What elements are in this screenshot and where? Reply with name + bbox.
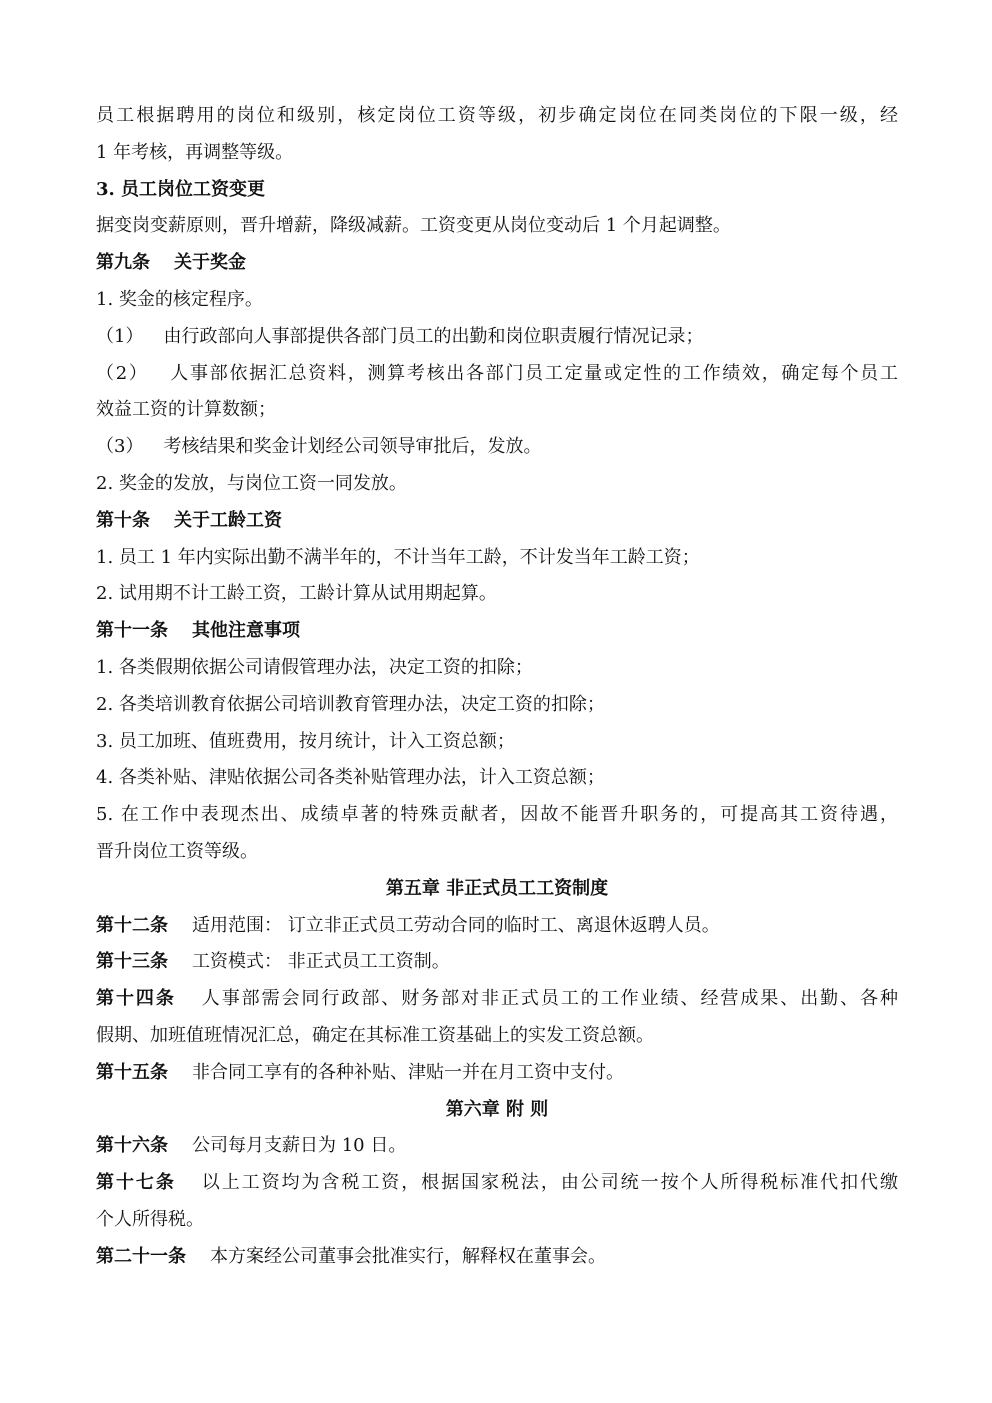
item-number: （1） xyxy=(96,325,144,347)
article-number: 第十四条 xyxy=(96,988,176,1010)
chapter-title: 第六章 附 则 xyxy=(445,1098,549,1120)
article-line xyxy=(96,1055,898,1092)
article-number: 第十七条 xyxy=(96,1172,176,1194)
article-title: 关于工龄工资 xyxy=(174,509,282,531)
article-heading xyxy=(96,613,898,650)
list-item xyxy=(96,356,898,393)
paragraph-line: 1. 奖金的核定程序。 xyxy=(96,288,263,310)
article-text: 适用范围： 订立非正式员工劳动合同的临时工、离退休返聘人员。 xyxy=(192,914,720,936)
paragraph-line: 2. 奖金的发放，与岗位工资一同发放。 xyxy=(96,472,407,494)
list-item xyxy=(96,319,898,356)
paragraph-line: 2. 各类培训教育依据公司培训教育管理办法，决定工资的扣除； xyxy=(96,693,605,715)
article-number: 第二十一条 xyxy=(96,1245,186,1267)
article-text: 公司每月支薪日为 10 日。 xyxy=(192,1135,407,1157)
article-line xyxy=(96,1239,898,1276)
item-text: 考核结果和奖金计划经公司领导审批后，发放。 xyxy=(163,436,542,458)
article-text: 本方案经公司董事会批准实行，解释权在董事会。 xyxy=(210,1245,606,1267)
article-line xyxy=(96,1165,898,1202)
article-number: 第十五条 xyxy=(96,1061,168,1083)
article-text: 工资模式： 非正式员工工资制。 xyxy=(192,951,450,973)
article-heading xyxy=(96,503,898,540)
paragraph-line: 1. 各类假期依据公司请假管理办法，决定工资的扣除； xyxy=(96,656,533,678)
item-text: 人事部依据汇总资料，测算考核出各部门员工定量或定性的工作绩效，确定每个员工 xyxy=(168,362,898,384)
article-number: 第九条 xyxy=(96,252,150,274)
article-number: 第十条 xyxy=(96,509,150,531)
paragraph-line: 据变岗变薪原则，晋升增薪，降级减薪。工资变更从岗位变动后 1 个月起调整。 xyxy=(96,215,731,237)
chapter-title: 第五章 非正式员工工资制度 xyxy=(385,877,609,899)
article-number: 第十二条 xyxy=(96,914,168,936)
paragraph-line: 个人所得税。 xyxy=(96,1208,204,1230)
article-text: 非合同工享有的各种补贴、津贴一并在月工资中支付。 xyxy=(192,1061,624,1083)
article-line xyxy=(96,944,898,981)
article-title: 其他注意事项 xyxy=(192,620,300,642)
article-title: 关于奖金 xyxy=(174,252,246,274)
paragraph-line: 5. 在工作中表现杰出、成绩卓著的特殊贡献者，因故不能晋升职务的，可提高其工资待遇， xyxy=(96,804,898,826)
paragraph-line: 员工根据聘用的岗位和级别，核定岗位工资等级，初步确定岗位在同类岗位的下限一级，经 xyxy=(96,105,898,126)
item-number: （3） xyxy=(96,436,144,458)
paragraph-line: 1. 员工 1 年内实际出勤不满半年的，不计当年工龄，不计发当年工龄工资； xyxy=(96,546,700,568)
section-heading: 3. 员工岗位工资变更 xyxy=(96,178,266,200)
paragraph-line: 2. 试用期不计工龄工资，工龄计算从试用期起算。 xyxy=(96,583,497,605)
article-text: 人事部需会同行政部、财务部对非正式员工的工作业绩、经营成果、出勤、各种 xyxy=(199,988,898,1010)
paragraph-line: 假期、加班值班情况汇总，确定在其标准工资基础上的实发工资总额。 xyxy=(96,1024,654,1046)
article-text: 以上工资均为含税工资，根据国家税法，由公司统一按个人所得税标准代扣代缴 xyxy=(199,1172,898,1194)
paragraph-line: 4. 各类补贴、津贴依据公司各类补贴管理办法，计入工资总额； xyxy=(96,767,605,789)
item-text: 由行政部向人事部提供各部门员工的出勤和岗位职责履行情况记录； xyxy=(163,325,704,347)
article-number: 第十三条 xyxy=(96,951,168,973)
paragraph-line: 效益工资的计算数额； xyxy=(96,399,276,421)
item-number: （2） xyxy=(96,362,149,384)
article-number: 第十一条 xyxy=(96,620,168,642)
list-item xyxy=(96,429,898,466)
article-number: 第十六条 xyxy=(96,1135,168,1157)
article-line xyxy=(96,981,898,1018)
paragraph-line: 3. 员工加班、值班费用，按月统计，计入工资总额； xyxy=(96,730,515,752)
paragraph-line: 1 年考核，再调整等级。 xyxy=(96,141,294,163)
article-line xyxy=(96,1128,898,1165)
article-line xyxy=(96,908,898,945)
paragraph-line: 晋升岗位工资等级。 xyxy=(96,840,258,862)
article-heading xyxy=(96,245,898,282)
